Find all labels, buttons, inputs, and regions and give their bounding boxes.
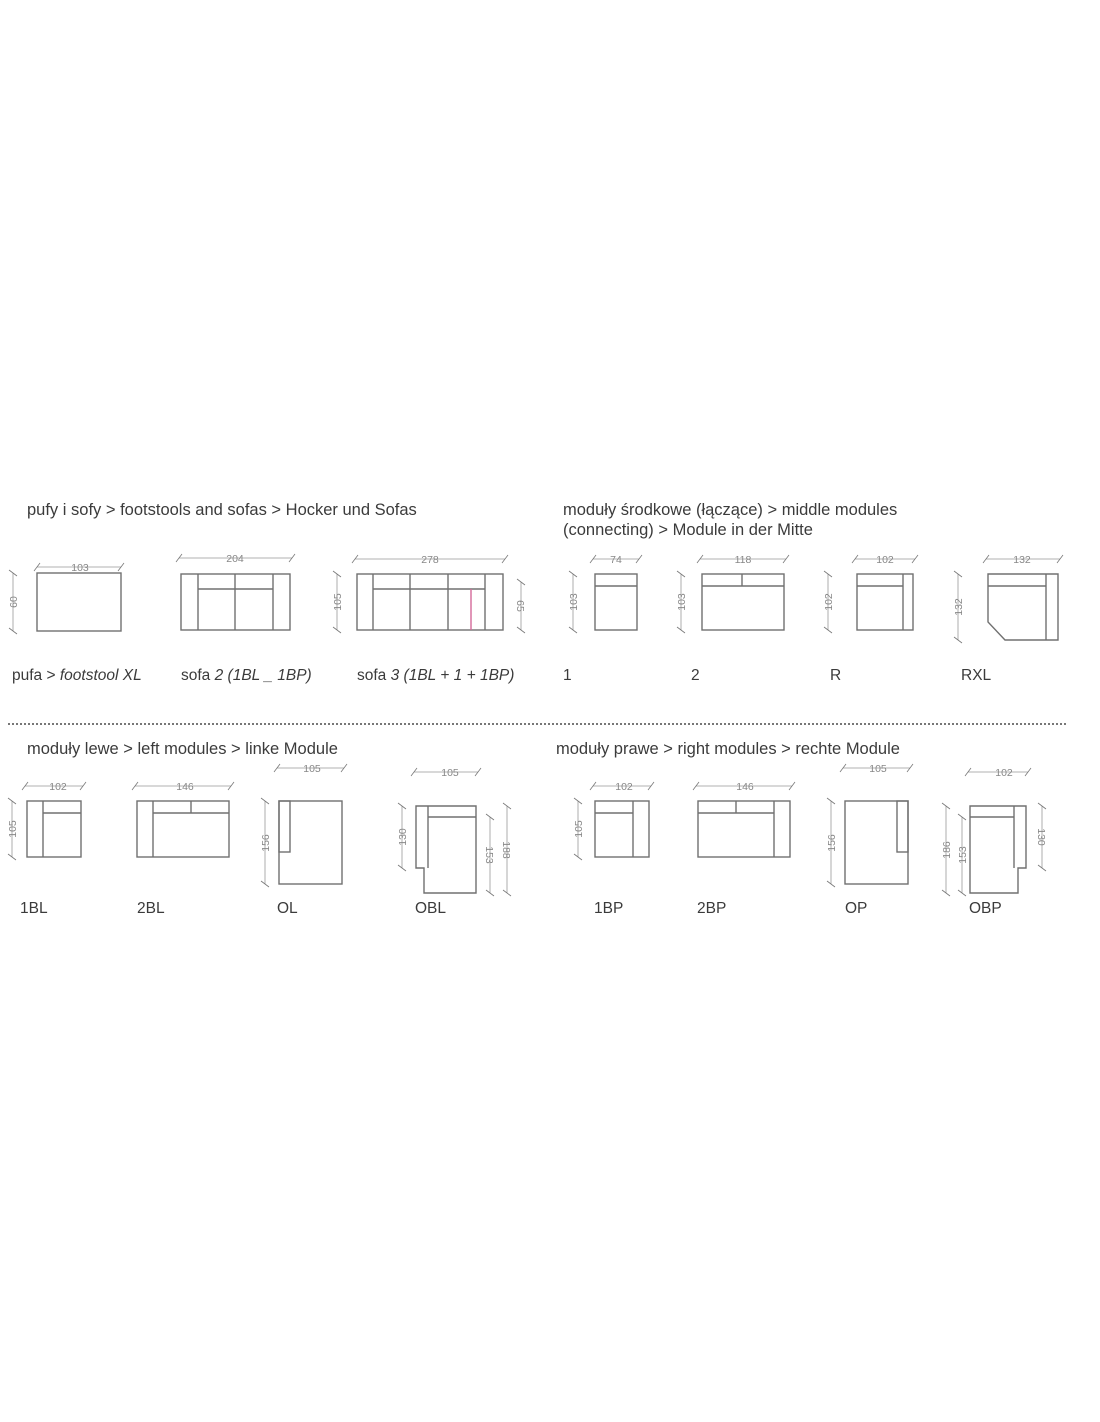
caption-sofa3-prefix: sofa bbox=[357, 667, 391, 684]
dim-label: 118 bbox=[734, 554, 752, 566]
section-heading-middle-line1: moduły środkowe (łączące) > middle modules bbox=[563, 501, 898, 519]
left-OBL-diagram bbox=[397, 767, 512, 896]
right-OBP-outline bbox=[970, 806, 1026, 893]
dim-label: 130 bbox=[1035, 828, 1047, 846]
middle-1-outline bbox=[595, 574, 637, 630]
caption-right-OBP: OBP bbox=[969, 900, 1002, 917]
dim-label: 74 bbox=[610, 554, 622, 566]
caption-right-OP: OP bbox=[845, 900, 868, 917]
dim-label: 204 bbox=[226, 553, 244, 565]
caption-right-1BP: 1BP bbox=[594, 900, 624, 917]
caption-sofa2 bbox=[181, 667, 312, 685]
caption-sofa3 bbox=[357, 667, 514, 685]
dim-label: 105 bbox=[332, 593, 344, 611]
left-OL-diagram bbox=[260, 763, 347, 887]
caption-left-2BL: 2BL bbox=[137, 900, 165, 917]
dim-label: 105 bbox=[869, 763, 887, 775]
sofa3-outline bbox=[357, 574, 503, 630]
dim-label: 60 bbox=[8, 596, 20, 608]
dim-label: 186 bbox=[941, 841, 953, 859]
dim-label: 105 bbox=[441, 767, 459, 779]
dim-label: 103 bbox=[71, 562, 89, 574]
pufa-diagram bbox=[8, 562, 124, 634]
dim-label: 188 bbox=[500, 841, 512, 859]
caption-left-1BL: 1BL bbox=[20, 900, 48, 917]
middle-1-diagram bbox=[568, 554, 642, 633]
dim-label: 153 bbox=[483, 846, 495, 864]
sofa2-diagram bbox=[176, 553, 295, 630]
left-2BL-outline bbox=[137, 801, 229, 857]
dim-label: 132 bbox=[953, 598, 965, 616]
dim-label: 102 bbox=[823, 593, 835, 611]
middle-R-outline bbox=[857, 574, 913, 630]
left-OL-outline bbox=[279, 801, 342, 884]
caption-middle-1: 1 bbox=[563, 667, 572, 684]
middle-2-outline bbox=[702, 574, 784, 630]
dim-label: 103 bbox=[568, 593, 580, 611]
caption-pufa bbox=[12, 667, 142, 685]
caption-sofa2-model: 2 (1BL _ 1BP) bbox=[214, 667, 312, 684]
caption-sofa2-prefix: sofa bbox=[181, 667, 215, 684]
section-heading-middle-line2: (connecting) > Module in der Mitte bbox=[563, 521, 813, 539]
section-heading-footstools: pufy i sofy > footstools and sofas > Hocker und Sofas bbox=[27, 501, 417, 519]
right-2BP-diagram bbox=[693, 781, 795, 857]
middle-2-diagram bbox=[676, 554, 789, 633]
left-2BL-diagram bbox=[132, 781, 234, 857]
left-OBL-outline bbox=[416, 806, 476, 893]
caption-sofa3-model: 3 (1BL + 1 + 1BP) bbox=[390, 667, 515, 684]
caption-left-OL: OL bbox=[277, 900, 298, 917]
dim-label: 156 bbox=[260, 834, 272, 852]
caption-middle-2: 2 bbox=[691, 667, 700, 684]
caption-middle-RXL: RXL bbox=[961, 667, 992, 684]
left-1BL-outline bbox=[27, 801, 81, 857]
dim-label: 105 bbox=[303, 763, 321, 775]
dim-label: 132 bbox=[1013, 554, 1031, 566]
dim-label: 130 bbox=[397, 828, 409, 846]
dim-label: 105 bbox=[573, 820, 585, 838]
right-2BP-outline bbox=[698, 801, 790, 857]
right-OP-diagram bbox=[826, 763, 913, 887]
caption-pufa-model: footstool XL bbox=[59, 667, 142, 684]
section-heading-left-modules: moduły lewe > left modules > linke Module bbox=[27, 740, 338, 758]
dim-label: 103 bbox=[676, 593, 688, 611]
pufa-outline bbox=[37, 573, 121, 631]
caption-left-OBL: OBL bbox=[415, 900, 447, 917]
caption-pufa-prefix: pufa > bbox=[12, 667, 60, 684]
caption-middle-R: R bbox=[830, 667, 842, 684]
dim-label: 102 bbox=[995, 767, 1013, 779]
caption-right-2BP: 2BP bbox=[697, 900, 727, 917]
right-1BP-diagram bbox=[573, 781, 654, 860]
dim-label: 156 bbox=[826, 834, 838, 852]
right-1BP-outline bbox=[595, 801, 649, 857]
dim-label: 102 bbox=[876, 554, 894, 566]
dim-label: 146 bbox=[176, 781, 194, 793]
section-heading-right-modules: moduły prawe > right modules > rechte Module bbox=[556, 740, 900, 758]
middle-RXL-diagram bbox=[953, 554, 1063, 643]
right-OBP-diagram bbox=[941, 767, 1047, 896]
dim-label: 65 bbox=[514, 600, 526, 612]
sofa3-diagram bbox=[332, 554, 526, 633]
left-1BL-diagram bbox=[7, 781, 86, 860]
right-OP-outline bbox=[845, 801, 908, 884]
dim-label: 278 bbox=[421, 554, 439, 566]
dim-label: 146 bbox=[736, 781, 754, 793]
middle-RXL-outline bbox=[988, 574, 1058, 640]
dim-label: 105 bbox=[7, 820, 19, 838]
middle-R-diagram bbox=[823, 554, 918, 633]
dim-label: 102 bbox=[49, 781, 67, 793]
dim-label: 153 bbox=[957, 846, 969, 864]
dim-label: 102 bbox=[615, 781, 633, 793]
